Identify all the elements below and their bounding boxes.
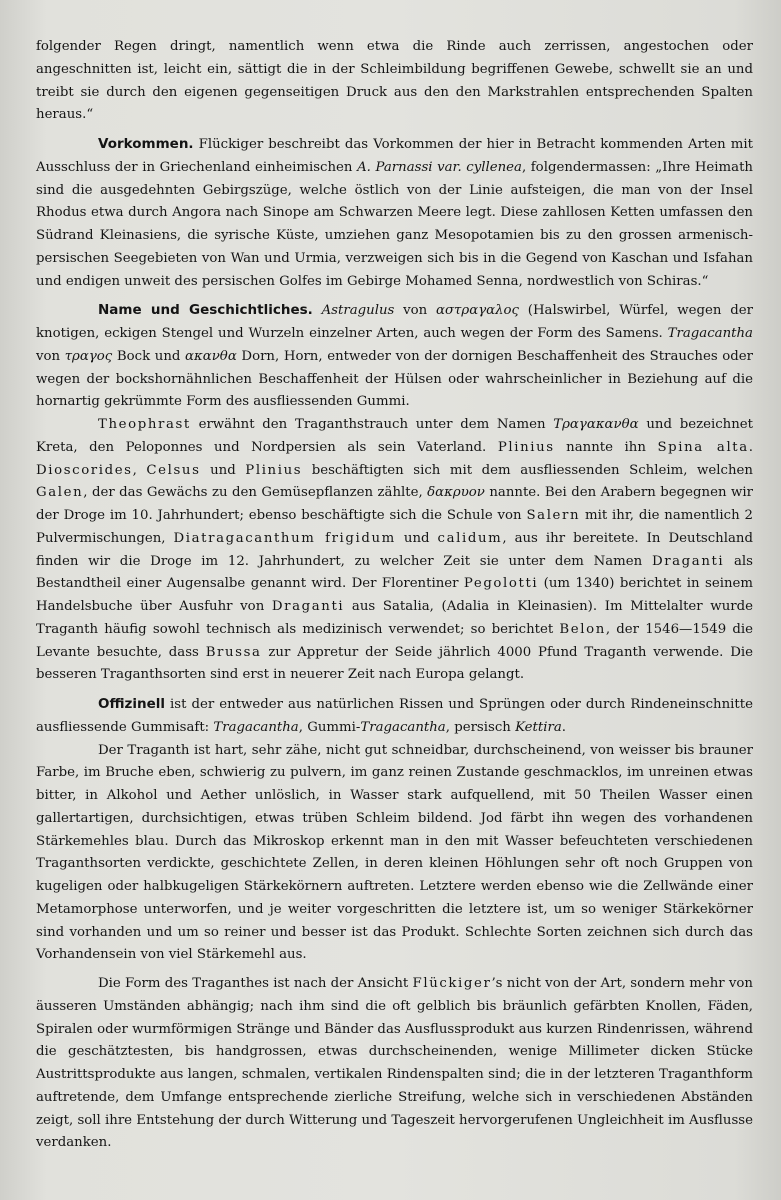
text-run: aus Satalia, (Adalia in Kleinasien). Im Mittelalter wurde Traganth häufig sowohl technisch als medizinisch verwendet; so berichtet [36,599,753,637]
spaced-name: Galen [36,485,84,501]
text-run: ’s nicht von der Art, sondern mehr von äusseren Umständen abhängig; nach ihm sind die oft gelblich bis bräunlich gefärbten Knollen, Fäden, Spiralen oder wurmförmigen Stränge und Bänder das Ausflussprodukt aus kurzen Rindenrissen, während die geschätztesten, bis handgrossen, etwas durchscheinenden, wenige Millimeter dicken Stücke Austrittsprodukte aus langen, schmalen, vertikalen Rindenspalten sind; die in der letzteren Traganthform auftretende, dem Umfange entsprechende zierliche Streifung, welche sich in verschiedenen Abständen zeigt, soll ihre Entstehung der durch Witterung und Tageszeit hervorgerufenen Ungleichheit im Ausflusse verdanken. [36,976,753,1151]
text-run: nannte ihn [554,439,658,455]
text-run: , folgendermassen: „Ihre Heimath sind die ausgedehnten Gebirgszüge, welche östlich von der Linie aufsteigen, die man von der Insel Rhodus etwa durch Angora nach Sinope am Schwarzen Meere legt. Diese zahllosen Ketten umfassen den Südrand Kleinasiens, die syrische Küste, umziehen ganz Mesopotamien bis zu den grossen armenisch-persischen Seegebieten von Wan und Urmia, verzweigen sich bis in die Gegend von Kaschan und Isfahan und endigen unweit des persischen Golfes im Gebirge Mohamed Senna, nordwestlich von Schiras.“ [36,159,753,289]
text-run: , Gummi- [298,719,361,735]
text-run: von [394,303,436,319]
text-run: Der Traganth ist hart, sehr zähe, nicht gut schneidbar, durchscheinend, von weisser bis brauner Farbe, im Bruche eben, schwierig zu pulvern, im ganz reinen Zustande geschmacklos, im unreinen etwas bitter, in Alkohol und Aether unlöslich, in Wasser stark aufquellend, mit 50 Theilen Wasser einen gallertartigen, durchsichtigen, etwas trüben Schleim bildend. Jod färbt ihn wegen des vorhandenen Stärkemehles blau. Durch das Mikroskop erkennt man in den mit Wasser befeuchteten verschiedenen Traganthsorten verdickte, geschichtete Zellen, in deren kleinen Höhlungen sehr oft noch Gruppen von kugeligen oder halbkugeligen Stärkekörnern auftreten. Letztere werden ebenso wie die Zellwände einer Metamorphose unterworfen, und je weiter vorgeschritten die letztere ist, um so weniger Stärkekörner sind vorhanden und um so reiner und besser ist das Produkt. Schlechte Sorten zeichnen sich durch das Vorhandensein von viel Stärkemehl aus. [36,742,753,963]
text-run: Dorn, Horn, entweder von der dornigen Beschaffenheit des Strauches oder wegen der bockshornähnlichen Beschaffenheit der Hülsen oder wahrscheinlicher in Beziehung auf die hornartig gekrümmte Form des ausfliessenden Gummi. [36,348,753,410]
paragraph-name-und-geschichtliches [36,299,753,414]
text-run: , der das Gewächs zu den Gemüsepflanzen zählte, [83,485,428,501]
spaced-name: Diatragacanthum frigidum [173,530,396,546]
spaced-name: Brussa [205,644,262,660]
paragraph-offizinell [36,693,753,740]
spaced-name: Theophrast [98,417,191,432]
text-run: und bezeichnet Kreta, den Peloponnes und Nordpersien als sein Vaterland. [36,417,753,455]
spaced-name: Salern [526,508,581,523]
text-run: als Bestandtheil einer Augensalbe genannt wird. Der Florentiner [36,553,754,592]
spaced-name: Belon [559,621,606,637]
text-run: , der 1546—1549 die Levante besuchte, dass [36,621,753,660]
text-run: von [36,348,65,364]
text-run: Flückiger beschreibt das Vorkommen der hier in Betracht kommenden Arten mit Ausschluss der in Griechenland einheimischen [36,137,753,175]
text-run: ist der entweder aus natürlichen Rissen und Sprüngen oder durch Rindeneinschnitte ausfliessende Gummisaft: [36,697,753,735]
text-run: mit ihr, die namentlich 2 Pulvermischungen, [36,508,753,546]
italic-term: Tragacantha [667,326,753,341]
text-run: folgender Regen dringt, namentlich wenn etwa die Rinde auch zerrissen, angestochen oder angeschnitten ist, leicht ein, sättigt die in der Schleimbildung begriffenen Gewebe, schwellt sie an und treibt sie durch den eigenen gegenseitigen Druck aus den den Markstrahlen entsprechenden Spalten heraus.“ [36,39,753,123]
spaced-name: Plinius [497,439,555,455]
italic-term: Tragacantha [360,719,446,735]
italic-term: Astragulus [321,303,395,319]
italic-term: αστραγαλος [435,303,519,319]
italic-term: A. Parnassi var. cyllenea [357,159,522,175]
spaced-name: Draganti [651,553,725,569]
text-run: , persisch [445,719,516,735]
text-run: . [748,439,754,455]
text-run: beschäftigten sich mit dem ausfliessenden Schleim, welchen [302,462,753,478]
italic-term: τραγος [64,348,113,364]
text-run [313,303,322,318]
spaced-name: Plinius [245,462,303,478]
spaced-name: Celsus [146,462,201,478]
text-run: und [200,462,246,478]
text-run: (Halswirbel, Würfel, wegen der knotigen, eckigen Stengel und Wurzeln einzelner Arten, auch wegen der Form des Samens. [36,303,753,341]
paragraph-continuation [36,36,753,127]
text-run: zur Appretur der Seide jährlich 4000 Pfund Traganth verwende. Die besseren Traganthsorten sind erst in neuerer Zeit nach Europa gelangt. [36,644,753,683]
italic-term: δακρυον [427,485,485,501]
text-run: Die Form des Traganthes ist nach der Ansicht [98,976,413,991]
section-heading: Vorkommen. [98,136,194,152]
spaced-name: Spina alta [657,439,749,455]
spaced-name: Flückiger [412,976,492,991]
italic-term: Τραγακανθα [553,417,639,432]
text-run: (um 1340) berichtet in seinem Handelsbuche über Ausfuhr von [36,576,753,614]
text-run: nannte. Bei den Arabern begegnen wir der Droge im 10. Jahrhundert; ebenso beschäftigte sich die Schule von [36,485,753,523]
section-heading: Offizinell [98,696,166,712]
paragraph-vorkommen [36,133,753,293]
italic-term: ακανθα [185,348,237,364]
paragraph-traganth-eigenschaften [36,740,753,968]
section-heading: Name und Geschichtliches. [98,302,313,319]
spaced-name: calidum [437,530,503,546]
paragraph-form-des-traganthes [36,973,753,1155]
paragraph-theophrast [36,414,753,687]
text-run: , aus ihr bereitete. In Deutschland finden wir die Droge im 12. Jahrhundert, zu welcher Zeit sie unter dem Namen [36,530,753,569]
text-run: und [395,530,438,546]
italic-term: Kettira [515,719,562,735]
spaced-name: Pegolotti [463,576,539,592]
text-run: Bock und [112,348,186,364]
italic-term: Tragacantha [213,719,299,735]
text-run: . [561,719,566,735]
spaced-name: Dioscorides [36,462,133,478]
text-run: erwähnt den Traganthstrauch unter dem Namen [190,417,554,432]
spaced-name: Draganti [271,599,345,614]
text-run: , [132,462,147,478]
